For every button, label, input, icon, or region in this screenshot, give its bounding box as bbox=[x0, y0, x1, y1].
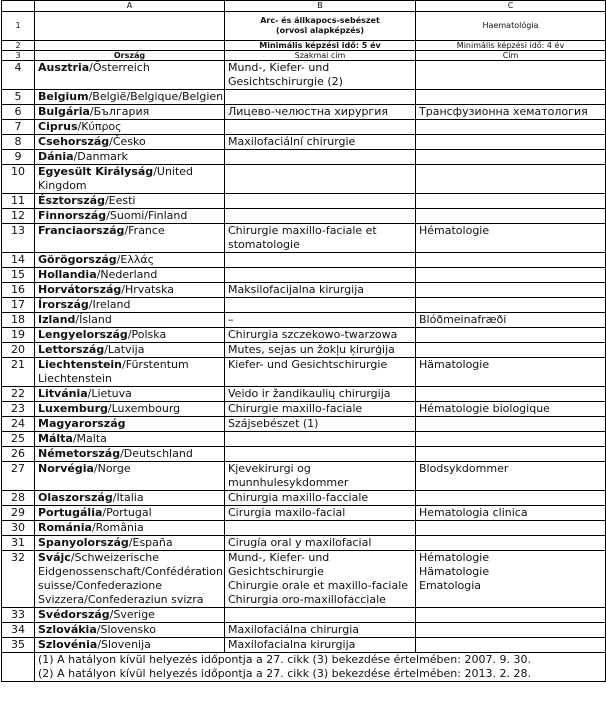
country-name-local: /España bbox=[128, 536, 173, 549]
table-row bbox=[2, 432, 606, 447]
country-cell bbox=[35, 417, 225, 432]
header-row-1 bbox=[2, 12, 606, 41]
country-name-hu: Egyesült Királyság bbox=[38, 165, 154, 178]
row-number: 25 bbox=[2, 432, 35, 447]
title-line: Cirurgia maxilo-facial bbox=[228, 506, 346, 519]
table-body bbox=[2, 1, 606, 682]
haematology-title-cell bbox=[416, 358, 606, 387]
country-name-local: /België/Belgique/Belgien bbox=[88, 90, 224, 103]
maxillofacial-title-cell bbox=[225, 328, 416, 343]
row-number: 14 bbox=[2, 253, 35, 268]
haematology-title-cell bbox=[416, 491, 606, 506]
country-name-local: /Malta bbox=[72, 432, 107, 445]
row-number: 17 bbox=[2, 298, 35, 313]
haematology-title-cell bbox=[416, 268, 606, 283]
column-c-letter: C bbox=[416, 1, 606, 12]
footnote-row bbox=[2, 653, 606, 682]
country-name-hu: Ciprus bbox=[38, 120, 78, 133]
country-cell bbox=[35, 298, 225, 313]
title-line: Mutes, sejas un žokļu ķirurģija bbox=[228, 343, 395, 356]
maxillofacial-title-cell bbox=[225, 551, 416, 608]
country-cell bbox=[35, 491, 225, 506]
table-row bbox=[2, 521, 606, 536]
country-name-hu: Lengyelország bbox=[38, 328, 128, 341]
haematology-title-cell bbox=[416, 61, 606, 90]
row-number: 5 bbox=[2, 90, 35, 105]
row-number: 2 bbox=[2, 41, 35, 51]
country-name-hu: Finnország bbox=[38, 209, 107, 222]
country-name-hu: Olaszország bbox=[38, 491, 113, 504]
country-name-hu: Liechtenstein bbox=[38, 358, 123, 371]
title-line: Chirurgia maxillo-facciale bbox=[228, 491, 369, 504]
header-a-empty bbox=[35, 41, 225, 51]
haematology-title-cell bbox=[416, 120, 606, 135]
row-number: 6 bbox=[2, 105, 35, 120]
title-line: Blodsykdommer bbox=[419, 462, 509, 475]
row-number: 30 bbox=[2, 521, 35, 536]
column-letter-row bbox=[2, 1, 606, 12]
table-row bbox=[2, 447, 606, 462]
country-cell bbox=[35, 387, 225, 402]
country-name-local: /Nederland bbox=[96, 268, 158, 281]
country-name-local: /Česko bbox=[109, 135, 146, 148]
country-cell bbox=[35, 313, 225, 328]
row-number: 22 bbox=[2, 387, 35, 402]
country-name-hu: Horvátország bbox=[38, 283, 122, 296]
country-name-hu: Belgium bbox=[38, 90, 89, 103]
country-name-local: /Italia bbox=[112, 491, 144, 504]
table-row bbox=[2, 462, 606, 491]
country-name-hu: Hollandia bbox=[38, 268, 97, 281]
country-name-local: /Eesti bbox=[104, 194, 136, 207]
title-line: Maxilofaciální chirurgie bbox=[228, 135, 356, 148]
table-row bbox=[2, 638, 606, 653]
row-number: 32 bbox=[2, 551, 35, 608]
haematology-title-cell bbox=[416, 506, 606, 521]
title-line: Hématologie bbox=[419, 224, 490, 237]
maxillofacial-title-cell bbox=[225, 253, 416, 268]
haematology-title-cell bbox=[416, 551, 606, 608]
maxillofacial-title-cell bbox=[225, 506, 416, 521]
column-a-letter: A bbox=[35, 1, 225, 12]
title-line: Gesichtschirurgie (2) bbox=[228, 75, 343, 88]
country-cell bbox=[35, 402, 225, 417]
title-line: Лицево-челюстна хирургия bbox=[228, 105, 388, 118]
country-cell bbox=[35, 506, 225, 521]
country-cell bbox=[35, 165, 225, 194]
country-name-hu: Svájc bbox=[38, 551, 71, 564]
title-line: – bbox=[228, 313, 234, 326]
country-name-local: /Latvija bbox=[104, 343, 145, 356]
row-number: 1 bbox=[2, 12, 35, 41]
row-number: 16 bbox=[2, 283, 35, 298]
table-row bbox=[2, 105, 606, 120]
country-cell bbox=[35, 608, 225, 623]
specialty-c-title: Haematológia bbox=[416, 12, 606, 41]
haematology-title-cell bbox=[416, 638, 606, 653]
table-row bbox=[2, 387, 606, 402]
haematology-title-cell bbox=[416, 150, 606, 165]
header-row-3 bbox=[2, 51, 606, 61]
haematology-title-cell bbox=[416, 209, 606, 224]
footnote: (2) A hatályon kívül helyezés időpontja a 27. cikk (3) bekezdése értelmében: 2013. 2. 28. bbox=[38, 667, 531, 680]
country-cell bbox=[35, 135, 225, 150]
maxillofacial-title-cell bbox=[225, 358, 416, 387]
maxillofacial-title-cell bbox=[225, 313, 416, 328]
country-name-local: /България bbox=[89, 105, 150, 118]
country-cell bbox=[35, 623, 225, 638]
maxillofacial-title-cell bbox=[225, 135, 416, 150]
country-name-local: /France bbox=[124, 224, 165, 237]
row-number: 21 bbox=[2, 358, 35, 387]
table-row bbox=[2, 608, 606, 623]
maxillofacial-title-cell bbox=[225, 447, 416, 462]
title-line: Maxilofaciálna chirurgia bbox=[228, 623, 359, 636]
country-name-local: /Polska bbox=[127, 328, 167, 341]
country-cell bbox=[35, 90, 225, 105]
country-name-hu: Litvánia bbox=[38, 387, 88, 400]
table-row bbox=[2, 268, 606, 283]
table-row bbox=[2, 150, 606, 165]
title-line: Ematologia bbox=[419, 579, 482, 592]
table-row bbox=[2, 224, 606, 253]
country-name-local: /Suomi/Finland bbox=[106, 209, 188, 222]
haematology-title-cell bbox=[416, 194, 606, 209]
row-number: 8 bbox=[2, 135, 35, 150]
maxillofacial-title-cell bbox=[225, 90, 416, 105]
country-cell bbox=[35, 150, 225, 165]
maxillofacial-title-cell bbox=[225, 432, 416, 447]
country-name-hu: Luxemburg bbox=[38, 402, 108, 415]
maxillofacial-title-cell bbox=[225, 387, 416, 402]
country-name-hu: Spanyolország bbox=[38, 536, 129, 549]
title-line: stomatologie bbox=[228, 238, 300, 251]
title-line: Chirurgie maxillo-faciale bbox=[228, 402, 363, 415]
table-row bbox=[2, 506, 606, 521]
row-number: 11 bbox=[2, 194, 35, 209]
table-row bbox=[2, 253, 606, 268]
country-name-local: /Schweizerische Eidgenossenschaft/Confédération suisse/Confederazione Svizzera/Confederaziun svizra bbox=[38, 551, 223, 606]
country-name-hu: Svédország bbox=[38, 608, 110, 621]
country-name-hu: Németország bbox=[38, 447, 121, 460]
haematology-title-cell bbox=[416, 623, 606, 638]
row-number: 29 bbox=[2, 506, 35, 521]
table-row bbox=[2, 343, 606, 358]
specialty-b-name: Arc- és állkapocs-sebészet bbox=[260, 16, 380, 25]
haematology-title-cell bbox=[416, 165, 606, 194]
country-name-local: /Hrvatska bbox=[121, 283, 174, 296]
country-cell bbox=[35, 120, 225, 135]
title-line: Chirurgia szczekowo-twarzowa bbox=[228, 328, 398, 341]
country-name-hu: Lettország bbox=[38, 343, 105, 356]
country-name-local: /Lietuva bbox=[87, 387, 132, 400]
haematology-title-cell bbox=[416, 328, 606, 343]
maxillofacial-title-cell bbox=[225, 298, 416, 313]
table-row bbox=[2, 551, 606, 608]
country-cell bbox=[35, 209, 225, 224]
title-b-column-label: Szakmai cím bbox=[225, 51, 416, 61]
title-line: Kiefer- und Gesichtschirurgie bbox=[228, 358, 388, 371]
country-name-local: /Danmark bbox=[73, 150, 128, 163]
country-name-hu: Málta bbox=[38, 432, 73, 445]
country-cell bbox=[35, 328, 225, 343]
haematology-title-cell bbox=[416, 224, 606, 253]
country-cell bbox=[35, 638, 225, 653]
haematology-title-cell bbox=[416, 387, 606, 402]
maxillofacial-title-cell bbox=[225, 536, 416, 551]
title-line: munnhulesykdommer bbox=[228, 476, 349, 489]
table-row bbox=[2, 120, 606, 135]
row-number: 20 bbox=[2, 343, 35, 358]
country-name-local: /Deutschland bbox=[120, 447, 193, 460]
maxillofacial-title-cell bbox=[225, 623, 416, 638]
country-column-label: Ország bbox=[35, 51, 225, 61]
table-row bbox=[2, 165, 606, 194]
row-number: 35 bbox=[2, 638, 35, 653]
maxillofacial-title-cell bbox=[225, 462, 416, 491]
haematology-title-cell bbox=[416, 417, 606, 432]
country-name-hu: Ausztria bbox=[38, 61, 90, 74]
country-name-hu: Szlovákia bbox=[38, 623, 97, 636]
country-name-local: /Österreich bbox=[89, 61, 150, 74]
country-cell bbox=[35, 343, 225, 358]
title-line: Maxilofacialna kirurgija bbox=[228, 638, 356, 651]
haematology-title-cell bbox=[416, 343, 606, 358]
table-row bbox=[2, 402, 606, 417]
table-row bbox=[2, 491, 606, 506]
haematology-title-cell bbox=[416, 536, 606, 551]
title-line: Hematologia clinica bbox=[419, 506, 528, 519]
maxillofacial-title-cell bbox=[225, 194, 416, 209]
country-name-hu: Izland bbox=[38, 313, 76, 326]
country-name-hu: Görögország bbox=[38, 253, 117, 266]
haematology-title-cell bbox=[416, 105, 606, 120]
table-row bbox=[2, 209, 606, 224]
header-row-2 bbox=[2, 41, 606, 51]
country-name-local: /Slovenija bbox=[97, 638, 151, 651]
maxillofacial-title-cell bbox=[225, 120, 416, 135]
row-number: 13 bbox=[2, 224, 35, 253]
row-number: 34 bbox=[2, 623, 35, 638]
maxillofacial-title-cell bbox=[225, 521, 416, 536]
country-name-hu: Dánia bbox=[38, 150, 74, 163]
country-name-local: /Norge bbox=[93, 462, 131, 475]
row-number: 10 bbox=[2, 165, 35, 194]
title-c-column-label: Cím bbox=[416, 51, 606, 61]
table-row bbox=[2, 328, 606, 343]
country-name-local: /Sverige bbox=[109, 608, 155, 621]
footnote-row-number bbox=[2, 653, 35, 682]
country-name-hu: Bulgária bbox=[38, 105, 90, 118]
table-row bbox=[2, 313, 606, 328]
country-name-local: /Ireland bbox=[88, 298, 131, 311]
country-cell bbox=[35, 268, 225, 283]
maxillofacial-title-cell bbox=[225, 491, 416, 506]
country-cell bbox=[35, 253, 225, 268]
country-name-hu: Írország bbox=[38, 298, 89, 311]
row-number: 26 bbox=[2, 447, 35, 462]
footnote: (1) A hatályon kívül helyezés időpontja a 27. cikk (3) bekezdése értelmében: 2007. 9. 30. bbox=[38, 653, 531, 666]
table-row bbox=[2, 358, 606, 387]
table-row bbox=[2, 135, 606, 150]
table-row bbox=[2, 90, 606, 105]
title-line: Hämatologie bbox=[419, 358, 490, 371]
country-name-local: /United Kingdom bbox=[38, 165, 194, 192]
country-name-hu: Magyarország bbox=[38, 417, 126, 430]
maxillofacial-title-cell bbox=[225, 209, 416, 224]
maxillofacial-title-cell bbox=[225, 283, 416, 298]
country-name-hu: Észtország bbox=[38, 194, 105, 207]
specialty-c-min-duration: Minimális képzési idő: 4 év bbox=[416, 41, 606, 51]
title-line: Veido ir žandikaulių chirurgija bbox=[228, 387, 391, 400]
row-number: 28 bbox=[2, 491, 35, 506]
haematology-title-cell bbox=[416, 253, 606, 268]
table-row bbox=[2, 61, 606, 90]
title-line: Maksilofacijalna kirurgija bbox=[228, 283, 365, 296]
title-line: Mund-, Kiefer- und bbox=[228, 551, 330, 564]
country-cell bbox=[35, 551, 225, 608]
row-number: 24 bbox=[2, 417, 35, 432]
country-cell bbox=[35, 358, 225, 387]
country-name-local: /Slovensko bbox=[96, 623, 156, 636]
country-cell bbox=[35, 447, 225, 462]
title-line: Gesichtschirurgie bbox=[228, 565, 324, 578]
maxillofacial-title-cell bbox=[225, 638, 416, 653]
row-number: 9 bbox=[2, 150, 35, 165]
country-name-local: /Portugal bbox=[102, 506, 152, 519]
maxillofacial-title-cell bbox=[225, 343, 416, 358]
title-line: Cirugía oral y maxilofacial bbox=[228, 536, 372, 549]
title-line: Hématologie bbox=[419, 551, 490, 564]
title-line: Hämatologie bbox=[419, 565, 490, 578]
table-row bbox=[2, 298, 606, 313]
row-number: 19 bbox=[2, 328, 35, 343]
specialty-b-title bbox=[225, 12, 416, 41]
haematology-title-cell bbox=[416, 608, 606, 623]
corner-cell bbox=[2, 1, 35, 12]
country-name-local: /România bbox=[91, 521, 144, 534]
haematology-title-cell bbox=[416, 521, 606, 536]
country-name-hu: Csehország bbox=[38, 135, 110, 148]
haematology-title-cell bbox=[416, 432, 606, 447]
haematology-title-cell bbox=[416, 447, 606, 462]
row-number: 12 bbox=[2, 209, 35, 224]
footnotes-cell bbox=[35, 653, 606, 682]
haematology-title-cell bbox=[416, 298, 606, 313]
row-number: 18 bbox=[2, 313, 35, 328]
row-number: 23 bbox=[2, 402, 35, 417]
haematology-title-cell bbox=[416, 135, 606, 150]
country-name-local: /Κύπρος bbox=[77, 120, 122, 133]
specialty-b-subtitle: (orvosi alapképzés) bbox=[275, 26, 365, 35]
table-row bbox=[2, 417, 606, 432]
country-cell bbox=[35, 61, 225, 90]
table-row bbox=[2, 623, 606, 638]
maxillofacial-title-cell bbox=[225, 150, 416, 165]
title-line: Chirurgie orale et maxillo-faciale bbox=[228, 579, 409, 592]
country-name-local: /Fürstentum Liechtenstein bbox=[38, 358, 189, 385]
specialty-b-min-duration: Minimális képzési idő: 5 év bbox=[225, 41, 416, 51]
country-name-local: /Ísland bbox=[75, 313, 112, 326]
maxillofacial-title-cell bbox=[225, 224, 416, 253]
row-number: 33 bbox=[2, 608, 35, 623]
haematology-title-cell bbox=[416, 90, 606, 105]
table-row bbox=[2, 194, 606, 209]
country-cell bbox=[35, 283, 225, 298]
country-name-local: /Ελλάς bbox=[116, 253, 155, 266]
haematology-title-cell bbox=[416, 313, 606, 328]
title-line: Szájsebészet (1) bbox=[228, 417, 319, 430]
title-line: Chirurgia oro-maxillofacciale bbox=[228, 593, 386, 606]
row-number: 15 bbox=[2, 268, 35, 283]
haematology-title-cell bbox=[416, 462, 606, 491]
title-line: Kjevekirurgi og bbox=[228, 462, 311, 475]
maxillofacial-title-cell bbox=[225, 165, 416, 194]
country-cell bbox=[35, 105, 225, 120]
maxillofacial-title-cell bbox=[225, 268, 416, 283]
maxillofacial-title-cell bbox=[225, 61, 416, 90]
column-b-letter: B bbox=[225, 1, 416, 12]
header-a-empty bbox=[35, 12, 225, 41]
country-cell bbox=[35, 432, 225, 447]
row-number: 3 bbox=[2, 51, 35, 61]
row-number: 7 bbox=[2, 120, 35, 135]
country-cell bbox=[35, 462, 225, 491]
maxillofacial-title-cell bbox=[225, 608, 416, 623]
title-line: Трансфузионна хематология bbox=[419, 105, 588, 118]
table-row bbox=[2, 283, 606, 298]
country-cell bbox=[35, 194, 225, 209]
maxillofacial-title-cell bbox=[225, 402, 416, 417]
maxillofacial-title-cell bbox=[225, 417, 416, 432]
country-name-local: /Luxembourg bbox=[107, 402, 181, 415]
title-line: Chirurgie maxillo-faciale et bbox=[228, 224, 377, 237]
row-number: 31 bbox=[2, 536, 35, 551]
country-name-hu: Franciaország bbox=[38, 224, 125, 237]
country-name-hu: Szlovénia bbox=[38, 638, 98, 651]
haematology-title-cell bbox=[416, 283, 606, 298]
country-specialty-table bbox=[1, 0, 606, 682]
row-number: 27 bbox=[2, 462, 35, 491]
country-name-hu: Norvégia bbox=[38, 462, 94, 475]
maxillofacial-title-cell bbox=[225, 105, 416, 120]
country-name-hu: Románia bbox=[38, 521, 92, 534]
country-name-hu: Portugália bbox=[38, 506, 103, 519]
haematology-title-cell bbox=[416, 402, 606, 417]
title-line: Hématologie biologique bbox=[419, 402, 550, 415]
country-cell bbox=[35, 224, 225, 253]
row-number: 4 bbox=[2, 61, 35, 90]
country-cell bbox=[35, 521, 225, 536]
title-line: Mund-, Kiefer- und bbox=[228, 61, 330, 74]
country-cell bbox=[35, 536, 225, 551]
title-line: Blóðmeinafræði bbox=[419, 313, 507, 326]
table-row bbox=[2, 536, 606, 551]
